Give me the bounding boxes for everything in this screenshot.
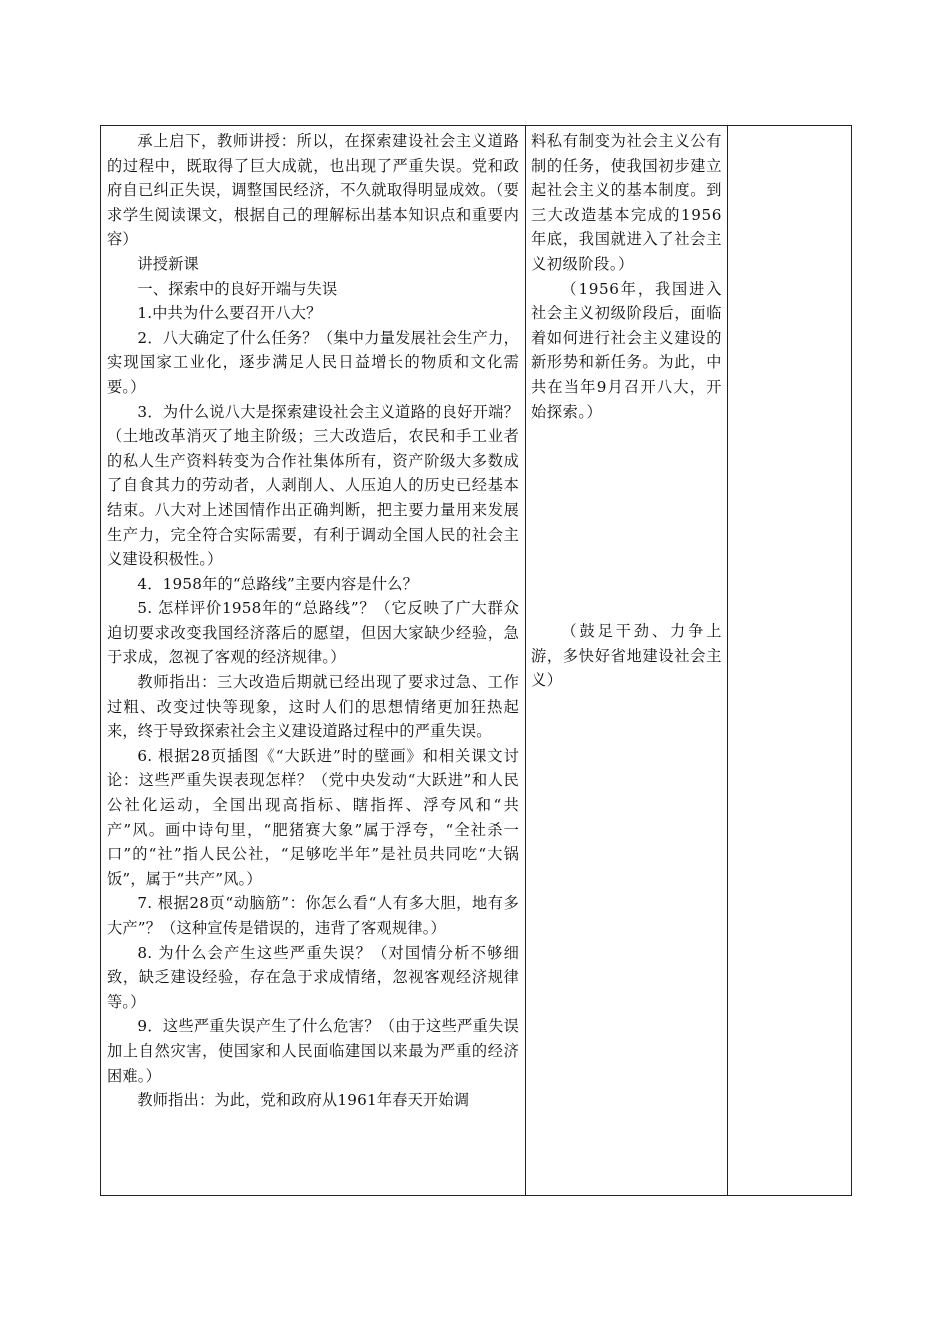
question: 3．为什么说八大是探索建设社会主义道路的良好开端？（土地改革消灭了地主阶级；三大改造后，农民和手工业者的私人生产资料转变为合作社集体所有，资产阶级大多数成了自食其力的劳动者，人剥削人、人压迫人的历史已经基本结束。八大对上述国情作出正确判断，把主要力量用来发展生产力，完全符合实际需要，有利于调动全国人民的社会主义建设积极性。） [107, 402, 519, 569]
question: 8. 为什么会产生这些严重失误？（对国情分析不够细致，缺乏建设经验，存在急于求成情绪，忽视客观经济规律等。） [107, 943, 519, 1011]
question: 2．八大确定了什么任务？（集中力量发展社会生产力，实现国家工业化，逐步满足人民日益增长的物质和文化需要。） [107, 328, 519, 396]
question: 9．这些严重失误产生了什么危害？（由于这些严重失误加上自然灾害，使国家和人民面临建国以来最为严重的经济困难。） [107, 1017, 519, 1085]
question: 4．1958年的“总路线”主要内容是什么？ [137, 574, 419, 593]
question: 1.中共为什么要召开八大？ [137, 304, 322, 323]
section-heading: 一、探索中的良好开端与失误 [137, 279, 338, 298]
question: 6. 根据28页插图《“大跃进”时的壁画》和相关课文讨论：这些严重失误表现怎样？（党中央发动“大跃进”和人民公社化运动，全国出现高指标、瞎指挥、浮夸风和“共产”风。画中诗句里，“肥猪赛大象”属于浮夸，“全社杀一口”的“社”指人民公社，“足够吃半年”是社员共同吃“大锅饭”，属于“共产”风。） [107, 746, 519, 888]
lesson-table [100, 125, 852, 1196]
note: （鼓足干劲、力争上游，多快好省地建设社会主义） [531, 622, 722, 690]
question: 5. 怎样评价1958年的“总路线”？（它反映了广大群众迫切要求改变我国经济落后的愿望，但因大家缺少经验，急于求成，忽视了客观的经济规律。） [107, 599, 519, 667]
teaching-process-column [101, 126, 525, 1113]
paragraph: 教师指出：为此，党和政府从1961年春天开始调 [137, 1091, 470, 1110]
column-divider [727, 126, 728, 1195]
paragraph: 承上启下，教师讲授：所以，在探索建设社会主义道路的过程中，既取得了巨大成就，也出现了严重失误。党和政府自已纠正失误，调整国民经济，不久就取得明显成效。（要求学生阅读课文，根据自己的理解标出基本知识点和重要内容） [107, 132, 519, 249]
question: 7. 根据28页“动脑筋”：你怎么看“人有多大胆，地有多大产”？（这种宣传是错误的，违背了客观规律。） [107, 894, 519, 937]
paragraph: 教师指出：三大改造后期就已经出现了要求过急、工作过粗、改变过快等现象，这时人们的思想情绪更加狂热起来，终于导致探索社会主义建设道路过程中的严重失误。 [107, 673, 519, 741]
note: （1956年，我国进入社会主义初级阶段后，面临着如何进行社会主义建设的新形势和新任务。为此，中共在当年9月召开八大，开始探索。） [531, 279, 722, 421]
note: 料私有制变为社会主义公有制的任务，使我国初步建立起社会主义的基本制度。到三大改造基本完成的1956年底，我国就进入了社会主义初级阶段。） [531, 132, 722, 273]
paragraph: 讲授新课 [137, 254, 199, 273]
spacer [531, 424, 722, 619]
notes-column [525, 126, 727, 693]
